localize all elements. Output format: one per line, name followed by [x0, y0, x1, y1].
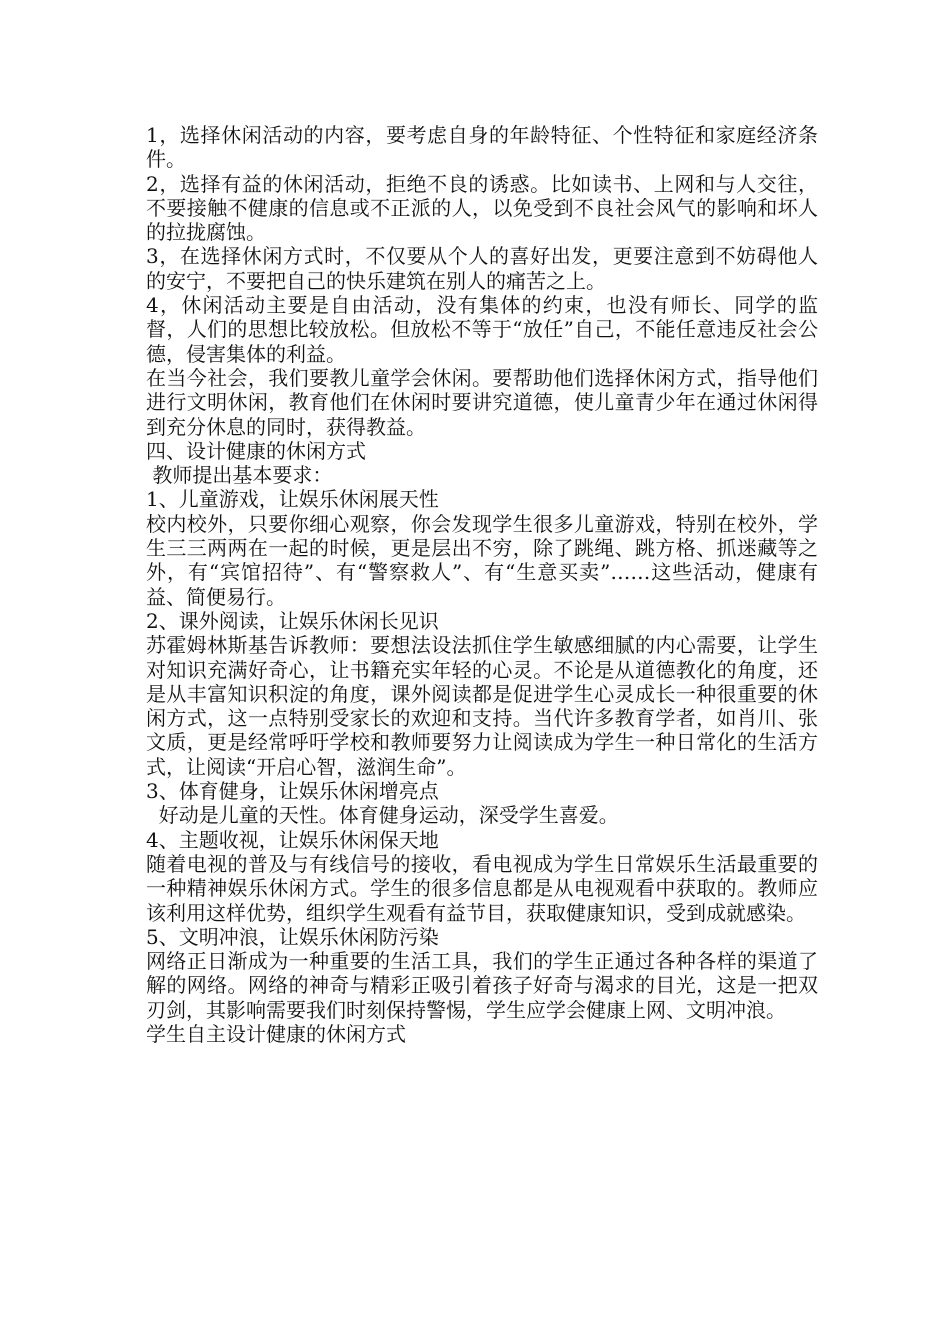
paragraph-beneficial-activities: 2，选择有益的休闲活动，拒绝不良的诱惑。比如读书、上网和与人交往，不要接触不健康的信息或不正派的人，以免受到不良社会风气的影响和坏人的拉拢腐蚀。: [146, 171, 818, 245]
heading-children-games: 1、儿童游戏，让娱乐休闲展天性: [146, 487, 439, 512]
paragraph-teach-leisure: 在当今社会，我们要教儿童学会休闲。要帮助他们选择休闲方式，指导他们进行文明休闲，教育他们在休闲时要讲究道德，使儿童青少年在通过休闲得到充分休息的同时，获得教益。: [146, 365, 818, 439]
heading-civilized-surfing: 5、文明冲浪，让娱乐休闲防污染: [146, 924, 439, 949]
subheading-teacher-requirements: 教师提出基本要求：: [146, 463, 333, 488]
paragraph-children-games: 校内校外，只要你细心观察，你会发现学生很多儿童游戏，特别在校外，学生三三两两在一起的时候，更是层出不穷，除了跳绳、跳方格、抓迷藏等之外，有“宾馆招待”、有“警察救人”、有“生意买卖”……这些活动，健康有益、简便易行。: [146, 511, 818, 609]
paragraph-not-disturb-others: 3，在选择休闲方式时，不仅要从个人的喜好出发，更要注意到不妨碍他人的安宁，不要把自己的快乐建筑在别人的痛苦之上。: [146, 244, 818, 293]
document-body: [146, 123, 818, 1046]
paragraph-choose-content: 1，选择休闲活动的内容，要考虑自身的年龄特征、个性特征和家庭经济条件。: [146, 123, 818, 172]
paragraph-sports-fitness: 好动是儿童的天性。体育健身运动，深受学生喜爱。: [146, 803, 619, 828]
heading-themed-viewing: 4、主题收视，让娱乐休闲保天地: [146, 827, 439, 852]
section-heading-design: 四、设计健康的休闲方式: [146, 438, 366, 463]
paragraph-free-activities: 4，休闲活动主要是自由活动，没有集体的约束，也没有师长、同学的监督，人们的思想比较放松。但放松不等于“放任”自己，不能任意违反社会公德，侵害集体的利益。: [146, 293, 818, 366]
paragraph-themed-viewing: 随着电视的普及与有线信号的接收，看电视成为学生日常娱乐生活最重要的一种精神娱乐休闲方式。学生的很多信息都是从电视观看中获取的。教师应该利用这样优势，组织学生观看有益节目，获取健康知识，受到成就感染。: [146, 851, 818, 925]
heading-extracurricular-reading: 2、课外阅读，让娱乐休闲长见识: [146, 608, 439, 633]
paragraph-extracurricular-reading: 苏霍姆林斯基告诉教师：要想法设法抓住学生敏感细腻的内心需要，让学生对知识充满好奇心，让书籍充实年轻的心灵。不论是从道德教化的角度，还是从丰富知识积淀的角度，课外阅读都是促进学生心灵成长一种很重要的休闲方式，这一点特别受家长的欢迎和支持。当代许多教育学者，如肖川、张文质，更是经常呼吁学校和教师要努力让阅读成为学生一种日常化的生活方式，让阅读“开启心智，滋润生命”。: [146, 633, 818, 779]
heading-student-design: 学生自主设计健康的休闲方式: [146, 1021, 406, 1046]
heading-sports-fitness: 3、体育健身，让娱乐休闲增亮点: [146, 779, 439, 804]
paragraph-civilized-surfing: 网络正日渐成为一种重要的生活工具，我们的学生正通过各种各样的渠道了解的网络。网络的神奇与精彩正吸引着孩子好奇与渴求的目光，这是一把双刃剑，其影响需要我们时刻保持警惕，学生应学会健康上网、文明冲浪。: [146, 949, 818, 1022]
